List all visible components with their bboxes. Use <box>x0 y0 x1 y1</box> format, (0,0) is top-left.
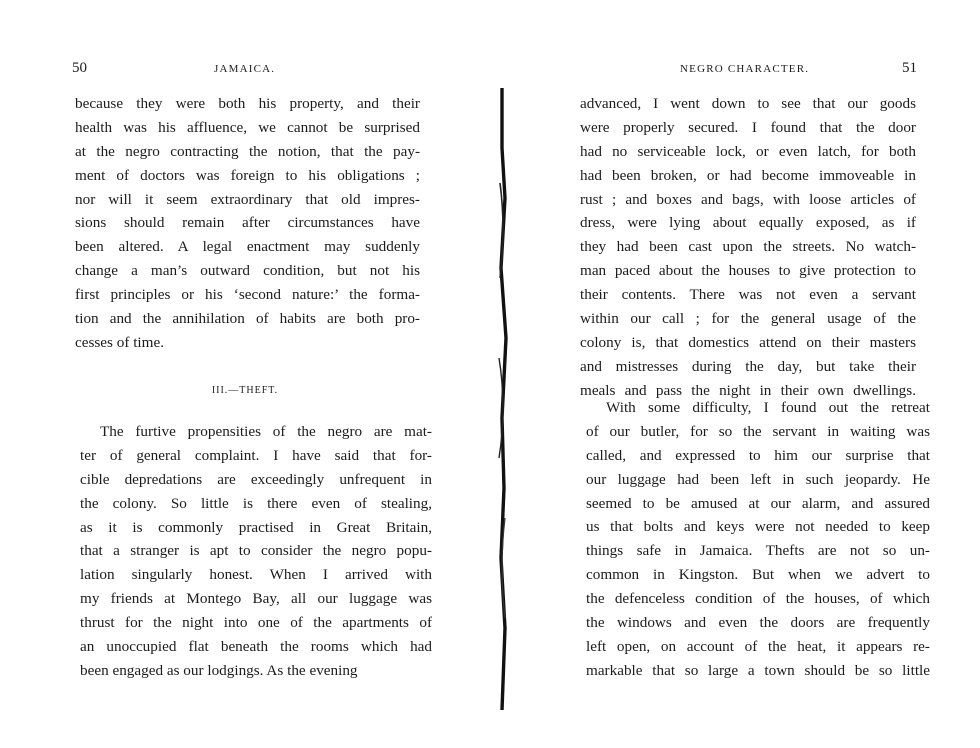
text-line: of our butler, for so the servant in waiting was <box>586 422 930 440</box>
text-line: sions should remain after circumstances have <box>75 214 420 232</box>
text-line: had no serviceable lock, or even latch, for both <box>580 142 916 160</box>
text-line: seemed to be amused at our alarm, and assured <box>586 494 930 512</box>
text-line: called, and expressed to him our surprise that <box>586 446 930 464</box>
section-heading: III.—THEFT. <box>211 385 279 396</box>
text-line: they had been cast upon the streets. No watch- <box>580 238 916 256</box>
text-line: change a man’s outward condition, but not his <box>75 262 420 280</box>
text-line: things safe in Jamaica. Thefts are not so un- <box>586 542 930 560</box>
text-line: dress, were lying about equally exposed, as if <box>580 214 916 232</box>
text-line: cesses of time. <box>75 333 164 351</box>
right-paragraph-2 <box>586 396 930 683</box>
text-line: as it is commonly practised in Great Britain, <box>80 518 432 536</box>
text-line: ter of general complaint. I have said that for- <box>80 446 432 464</box>
text-line: been engaged as our lodgings. As the evening <box>80 661 358 679</box>
text-line: tion and the annihilation of habits are both pro- <box>75 310 420 328</box>
right-page <box>490 0 980 748</box>
text-line: had been broken, or had become immoveable in <box>580 166 916 184</box>
text-line: meals and pass the night in their own dwellings. <box>580 381 916 399</box>
text-line: health was his affluence, we cannot be surprised <box>75 118 420 136</box>
text-line: man paced about the houses to give protection to <box>580 262 916 280</box>
right-paragraph-1 <box>580 92 916 403</box>
text-line: been altered. A legal enactment may suddenly <box>75 238 420 256</box>
text-line: at the negro contracting the notion, that the pay- <box>75 142 420 160</box>
text-line: our luggage had been left in such jeopardy. He <box>586 470 930 488</box>
text-line: my friends at Montego Bay, all our luggage was <box>80 590 432 608</box>
text-line: markable that so large a town should be so little <box>586 661 930 679</box>
text-line: were properly secured. I found that the door <box>580 118 916 136</box>
text-line: nor will it seem extraordinary that old impres- <box>75 190 420 208</box>
text-line: the colony. So little is there even of stealing, <box>80 494 432 512</box>
text-line: thrust for the night into one of the apartments of <box>80 614 432 632</box>
right-page-number: 51 <box>902 60 917 76</box>
text-line: cible depredations are exceedingly unfrequent in <box>80 470 432 488</box>
text-line: and mistresses during the day, but take their <box>580 357 916 375</box>
left-paragraph-2 <box>80 420 432 683</box>
text-line: With some difficulty, I found out the retreat <box>606 399 930 416</box>
left-page-number: 50 <box>72 60 87 76</box>
text-line: first principles or his ‘second nature:’ the forma- <box>75 286 420 304</box>
left-paragraph-1 <box>75 92 420 355</box>
text-line: lation singularly honest. When I arrived with <box>80 566 432 584</box>
text-line: rust ; and boxes and bags, with loose articles of <box>580 190 916 208</box>
right-running-head: NEGRO CHARACTER. <box>680 63 810 75</box>
text-line: advanced, I went down to see that our goods <box>580 95 916 112</box>
text-line: the windows and even the doors are frequently <box>586 614 930 632</box>
text-line: an unoccupied flat beneath the rooms which had <box>80 638 432 656</box>
text-line: ment of doctors was foreign to his obligations ; <box>75 166 420 184</box>
left-running-head: JAMAICA. <box>214 63 276 75</box>
text-line: us that bolts and keys were not needed to keep <box>586 518 930 536</box>
text-line: left open, on account of the heat, it appears re- <box>586 637 930 655</box>
text-line: colony is, that domestics attend on their masters <box>580 333 916 351</box>
text-line: that a stranger is apt to consider the negro popu- <box>80 542 432 560</box>
text-line: common in Kingston. But when we advert to <box>586 566 930 584</box>
text-line: The furtive propensities of the negro are mat- <box>100 423 432 440</box>
text-line: the defenceless condition of the houses, of which <box>586 590 930 608</box>
text-line: because they were both his property, and their <box>75 95 420 112</box>
text-line: within our call ; for the general usage of the <box>580 310 916 328</box>
text-line: their contents. There was not even a servant <box>580 286 916 304</box>
